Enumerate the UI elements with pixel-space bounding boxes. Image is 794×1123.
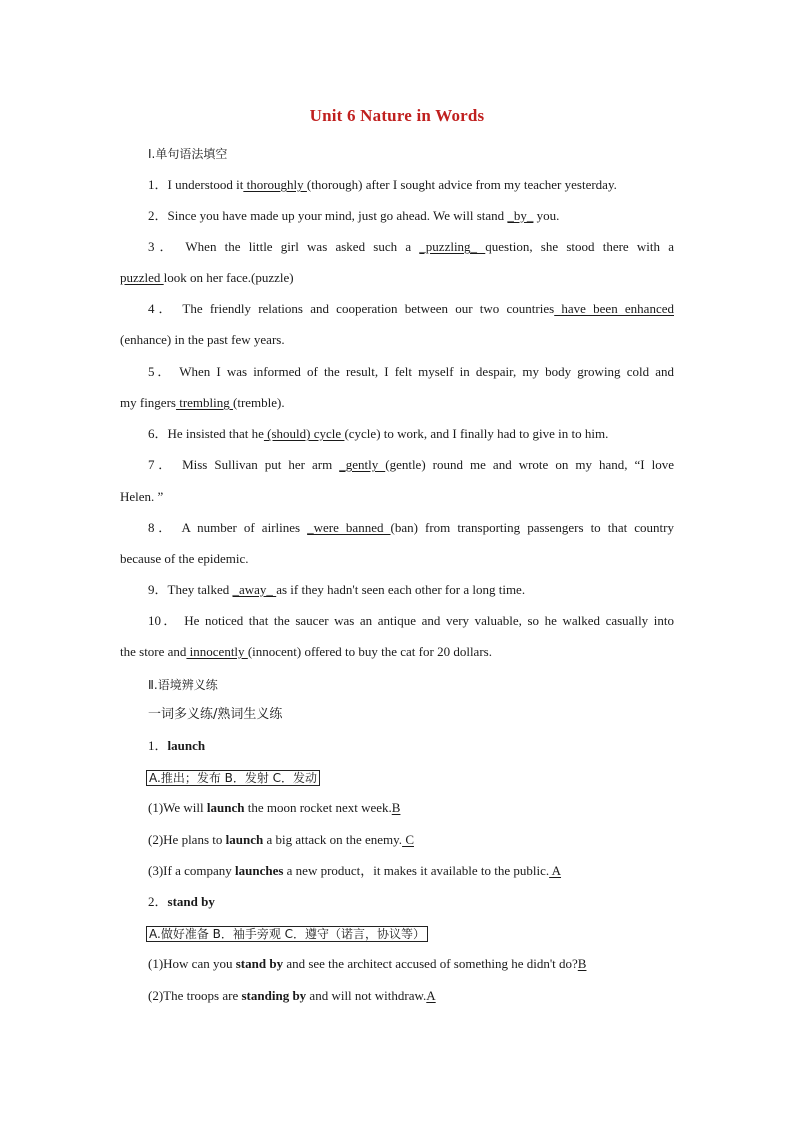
exercise-item (148, 301, 674, 317)
vocab-sentence (148, 956, 586, 972)
sentence-text: and see the architect accused of something he didn't do? (283, 956, 578, 971)
item-text: They talked (167, 582, 233, 597)
exercise-item (148, 613, 674, 629)
item-number: 1． (148, 738, 168, 753)
item-number: 9． (148, 582, 168, 597)
sentence-text: (2)He plans to (148, 832, 226, 847)
section-heading-context: Ⅱ.语境辨义练 (148, 678, 218, 692)
sentence-text: the moon rocket next week. (244, 800, 392, 815)
item-text: look on her face.(puzzle) (163, 270, 294, 285)
exercise-item (148, 520, 674, 536)
answer-blank: thoroughly (243, 177, 307, 192)
item-text: (cycle) to work, and I finally had to give in to him. (344, 426, 609, 441)
item-text: question, she stood there with a (485, 239, 674, 254)
item-text: He insisted that he (167, 426, 264, 441)
item-text: (enhance) in the past few years. (120, 332, 285, 347)
exercise-item (148, 239, 674, 255)
keyword: launch (206, 800, 245, 815)
item-text: He noticed that the saucer was an antique and very valuable, so he walked casually into (184, 613, 674, 628)
options-box: A.做好准备 B．袖手旁观 C．遵守（诺言，协议等） (146, 926, 428, 942)
vocab-word-heading (148, 738, 205, 754)
item-text: Since you have made up your mind, just go ahead. We will stand (167, 208, 508, 223)
vocab-sentence (148, 800, 400, 816)
exercise-item-continued (120, 270, 294, 286)
item-text: A number of airlines (181, 520, 308, 535)
sentence-text: (2)The troops are (148, 988, 242, 1003)
item-text: (innocent) offered to buy the cat for 20 dollars. (247, 644, 492, 659)
answer-blank: _puzzling_ (419, 239, 486, 254)
item-number: 6． (148, 426, 168, 441)
answer-blank: B (577, 956, 587, 971)
exercise-item-continued (120, 395, 285, 411)
item-text: When I was informed of the result, I felt myself in despair, my body growing cold and (179, 364, 674, 379)
sentence-text: (3)If a company (148, 863, 235, 878)
item-number: 3． (148, 239, 178, 254)
exercise-item-continued (120, 644, 492, 660)
answer-blank: (should) cycle (263, 426, 345, 441)
answer-blank: B (391, 800, 401, 815)
item-text: I understood it (167, 177, 244, 192)
answer-blank: _away_ (232, 582, 277, 597)
exercise-item-continued (120, 551, 249, 567)
item-number: 4． (148, 301, 176, 316)
keyword: launch (225, 832, 264, 847)
exercise-item (148, 582, 525, 598)
sentence-text: (1)We will (148, 800, 207, 815)
item-text: (ban) from transporting passengers to that country (390, 520, 674, 535)
page-title: Unit 6 Nature in Words (309, 106, 485, 125)
item-text: because of the epidemic. (120, 551, 249, 566)
answer-blank: _gently (339, 457, 386, 472)
item-number: 8． (148, 520, 176, 535)
item-number: 5． (148, 364, 174, 379)
item-text: (thorough) after I sought advice from my teacher yesterday. (306, 177, 617, 192)
exercise-item-continued (120, 489, 163, 505)
answer-blank: C (402, 832, 414, 847)
sentence-text: a big attack on the enemy. (263, 832, 403, 847)
item-number: 7． (148, 457, 176, 472)
item-text: The friendly relations and cooperation between our two countries (182, 301, 555, 316)
exercise-item-continued (120, 332, 285, 348)
sentence-text: (1)How can you (148, 956, 236, 971)
vocab-sentence (148, 863, 561, 879)
vocab-word: stand by (167, 894, 215, 909)
vocab-sentence (148, 988, 436, 1004)
keyword: stand by (235, 956, 284, 971)
vocab-word: launch (167, 738, 206, 753)
sentence-text: a new product，it makes it available to the public. (283, 863, 550, 878)
answer-blank: A (549, 863, 562, 878)
options-box: A.推出；发布 B．发射 C．发动 (146, 770, 320, 786)
exercise-item (148, 457, 674, 473)
keyword: standing by (241, 988, 307, 1003)
item-text: (tremble). (233, 395, 285, 410)
answer-blank: puzzled (120, 270, 164, 285)
answer-blank: have been enhanced (554, 301, 674, 316)
item-text: the store and (120, 644, 187, 659)
item-number: 2． (148, 894, 168, 909)
item-text: Miss Sullivan put her arm (182, 457, 340, 472)
item-text: as if they hadn't seen each other for a long time. (276, 582, 526, 597)
item-text: Helen. ” (120, 489, 164, 504)
vocab-sentence (148, 832, 414, 848)
answer-blank: _were banned (307, 520, 391, 535)
item-number: 10． (148, 613, 179, 628)
answer-blank: trembling (175, 395, 234, 410)
item-number: 1． (148, 177, 168, 192)
vocab-word-heading (148, 894, 215, 910)
answer-blank: A (426, 988, 436, 1003)
item-text: When the little girl was asked such a (185, 239, 420, 254)
answer-blank: innocently (186, 644, 248, 659)
item-text: you. (533, 208, 560, 223)
exercise-item (148, 426, 608, 442)
keyword: launches (235, 863, 284, 878)
exercise-item (148, 208, 559, 224)
exercise-item (148, 177, 617, 193)
exercise-item (148, 364, 674, 380)
item-number: 2． (148, 208, 168, 223)
sentence-text: and will not withdraw. (306, 988, 427, 1003)
item-text: my fingers (120, 395, 176, 410)
item-text: (gentle) round me and wrote on my hand, “I love (385, 457, 675, 472)
section-subheading: 一词多义练/熟词生义练 (148, 707, 283, 722)
answer-blank: _by_ (507, 208, 534, 223)
section-heading-grammar: Ⅰ.单句语法填空 (148, 147, 228, 161)
